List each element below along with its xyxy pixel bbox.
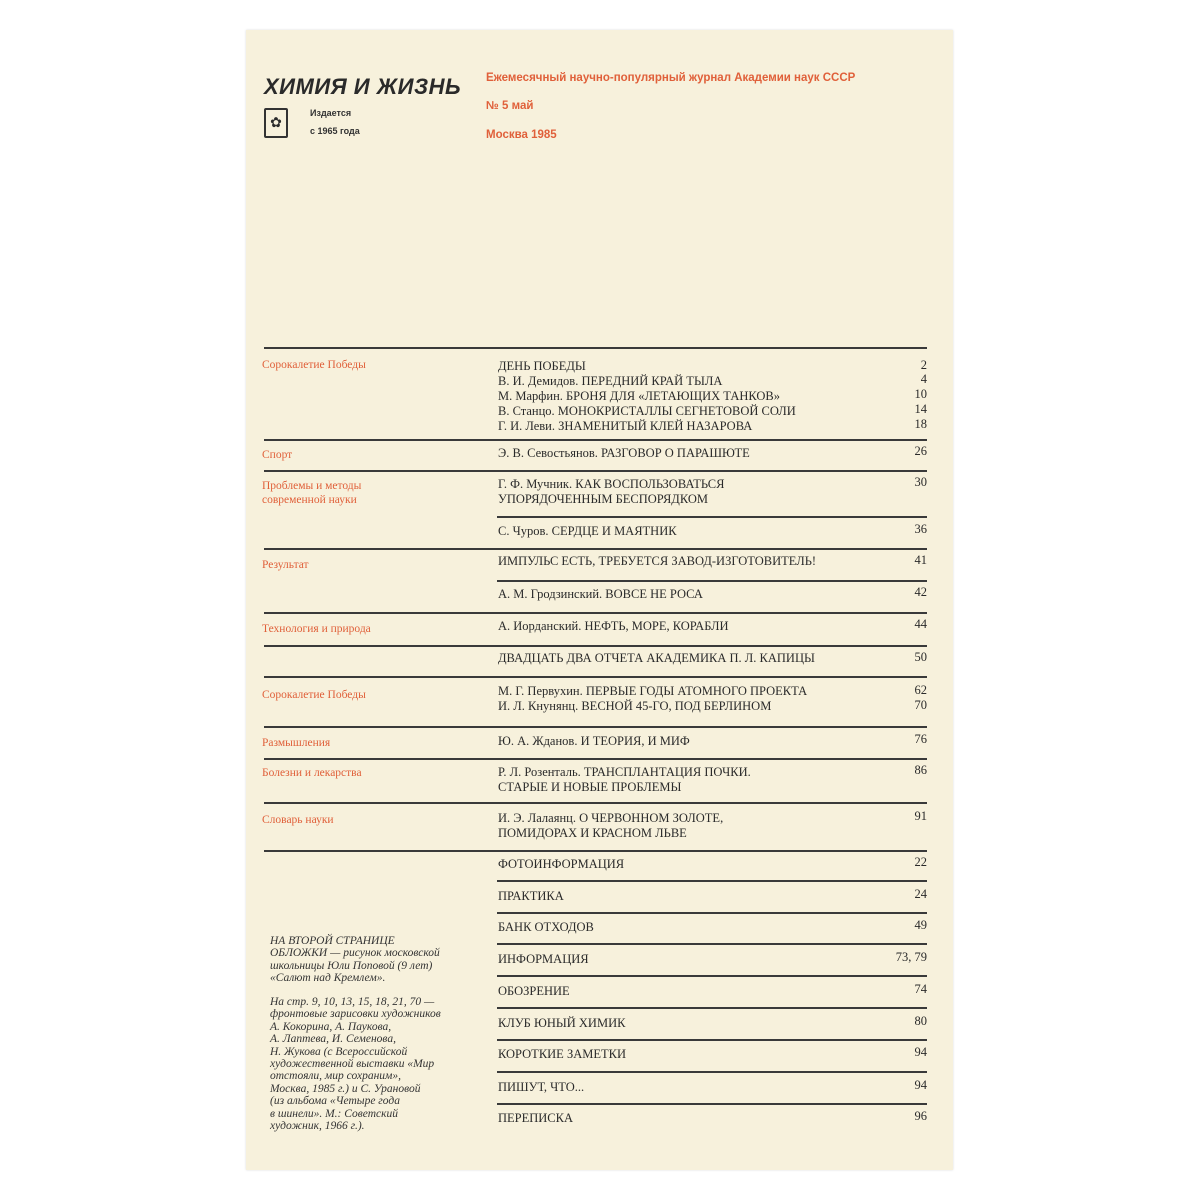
toc-entry: Э. В. Севостьянов. РАЗГОВОР О ПАРАШЮТЕ	[498, 446, 750, 460]
toc-page: 36	[914, 522, 927, 536]
toc-entry: М. Марфин. БРОНЯ ДЛЯ «ЛЕТАЮЩИХ ТАНКОВ»	[498, 389, 781, 403]
divider	[497, 580, 927, 582]
divider	[264, 726, 927, 728]
rubric-page: 73, 79	[895, 950, 927, 964]
note-line: (из альбома «Четыре года	[270, 1095, 400, 1108]
toc-page: 30	[914, 475, 927, 489]
toc-page: 76	[914, 732, 927, 746]
magazine-page	[246, 30, 953, 1170]
divider	[264, 850, 927, 852]
section-label: Сорокалетие Победы	[262, 359, 366, 371]
note-line: в шинели». М.: Советский	[270, 1107, 398, 1120]
toc-entry: ДЕНЬ ПОБЕДЫ	[498, 359, 586, 373]
divider	[497, 975, 927, 977]
journal-logo-icon: ✿	[264, 108, 288, 138]
toc-page: 4	[920, 372, 927, 386]
divider	[497, 516, 927, 518]
note-line: Москва, 1985 г.) и С. Урановой	[270, 1082, 421, 1095]
divider	[264, 470, 927, 472]
rubric-entry: БАНК ОТХОДОВ	[498, 920, 594, 934]
note-line: А. Кокорина, А. Паукова,	[270, 1020, 392, 1033]
divider	[264, 758, 927, 760]
toc-page: 44	[914, 617, 927, 631]
toc-page: 70	[914, 698, 927, 712]
note-line: фронтовые зарисовки художников	[270, 1008, 441, 1021]
divider	[264, 347, 927, 349]
toc-page: 10	[914, 387, 927, 401]
divider	[264, 645, 927, 647]
rubric-page: 94	[914, 1045, 927, 1059]
rubric-entry: ПИШУТ, ЧТО...	[498, 1080, 585, 1094]
toc-entry: В. И. Демидов. ПЕРЕДНИЙ КРАЙ ТЫЛА	[498, 374, 723, 388]
rubric-page: 22	[914, 855, 927, 869]
toc-page: 41	[914, 553, 927, 567]
toc-entry: А. Иорданский. НЕФТЬ, МОРЕ, КОРАБЛИ	[498, 619, 729, 633]
rubric-entry: ФОТОИНФОРМАЦИЯ	[498, 857, 625, 871]
note-line: художественной выставки «Мир	[270, 1058, 435, 1071]
rubric-entry: ОБОЗРЕНИЕ	[498, 984, 570, 998]
note-line: «Салют над Кремлем».	[270, 972, 386, 985]
rubric-page: 49	[914, 918, 927, 932]
divider	[497, 1103, 927, 1105]
toc-entry: ИМПУЛЬС ЕСТЬ, ТРЕБУЕТСЯ ЗАВОД-ИЗГОТОВИТЕЛЬ!	[498, 554, 817, 568]
note-line: НА ВТОРОЙ СТРАНИЦЕ	[270, 935, 395, 947]
rubric-entry: КОРОТКИЕ ЗАМЕТКИ	[498, 1047, 626, 1061]
note-line: художник, 1966 г.).	[270, 1120, 365, 1133]
divider	[497, 1071, 927, 1073]
rubric-entry: ИНФОРМАЦИЯ	[498, 952, 589, 966]
toc-page: 62	[914, 683, 927, 697]
toc-page: 2	[920, 358, 927, 372]
toc-page: 91	[914, 809, 927, 823]
divider	[264, 676, 927, 678]
toc-entry: И. Э. Лалаянц. О ЧЕРВОННОМ ЗОЛОТЕ,	[498, 811, 724, 825]
toc-entry: И. Л. Кнунянц. ВЕСНОЙ 45-ГО, ПОД БЕРЛИНОМ	[498, 699, 772, 713]
toc-page: 86	[914, 763, 927, 777]
divider	[497, 1039, 927, 1041]
note-line: школьницы Юли Поповой (9 лет)	[270, 959, 433, 972]
toc-page: 26	[914, 444, 927, 458]
section-label: Словарь науки	[262, 814, 334, 826]
divider	[497, 943, 927, 945]
toc-page: 18	[914, 417, 927, 431]
section-label: Спорт	[262, 449, 293, 461]
toc-entry: Ю. А. Жданов. И ТЕОРИЯ, И МИФ	[498, 734, 690, 748]
divider	[264, 612, 927, 614]
note-line: ОБЛОЖКИ — рисунок московской	[270, 947, 440, 960]
toc-entry: Р. Л. Розенталь. ТРАНСПЛАНТАЦИЯ ПОЧКИ.	[498, 765, 751, 779]
rubric-page: 24	[914, 887, 927, 901]
section-label: Технология и природа	[262, 623, 371, 635]
toc-page: 42	[914, 585, 927, 599]
rubric-page: 94	[914, 1078, 927, 1092]
toc-entry: СТАРЫЕ И НОВЫЕ ПРОБЛЕМЫ	[498, 780, 682, 794]
toc-entry: ПОМИДОРАХ И КРАСНОМ ЛЬВЕ	[498, 826, 687, 840]
divider	[264, 548, 927, 550]
issue-number: № 5 май	[486, 100, 534, 112]
rubric-entry: КЛУБ ЮНЫЙ ХИМИК	[498, 1016, 626, 1030]
rubric-entry: ПРАКТИКА	[498, 889, 564, 903]
credits-note	[270, 996, 480, 1132]
divider	[264, 802, 927, 804]
section-label: Сорокалетие Победы	[262, 689, 366, 701]
journal-subtitle: Ежемесячный научно-популярный журнал Академии наук СССР	[486, 72, 856, 84]
section-label: Размышления	[262, 737, 331, 749]
published-label: Издается	[310, 108, 352, 118]
toc-entry: М. Г. Первухин. ПЕРВЫЕ ГОДЫ АТОМНОГО ПРОЕКТА	[498, 684, 808, 698]
toc-entry: УПОРЯДОЧЕННЫМ БЕСПОРЯДКОМ	[498, 492, 709, 506]
rubric-page: 80	[914, 1014, 927, 1028]
magazine-title: ХИМИЯ И ЖИЗНЬ	[264, 74, 462, 99]
toc-page: 14	[914, 402, 927, 416]
divider	[497, 1007, 927, 1009]
note-line: На стр. 9, 10, 13, 15, 18, 21, 70 —	[270, 996, 435, 1008]
toc-entry: С. Чуров. СЕРДЦЕ И МАЯТНИК	[498, 524, 677, 538]
toc-entry: Г. Ф. Мучник. КАК ВОСПОЛЬЗОВАТЬСЯ	[498, 477, 725, 491]
toc-entry: ДВАДЦАТЬ ДВА ОТЧЕТА АКАДЕМИКА П. Л. КАПИЦЫ	[498, 651, 815, 665]
section-label: Болезни и лекарства	[262, 767, 362, 779]
toc-entry: В. Станцо. МОНОКРИСТАЛЛЫ СЕГНЕТОВОЙ СОЛИ	[498, 404, 796, 418]
divider	[264, 439, 927, 441]
toc-page: 50	[914, 650, 927, 664]
toc-entry: Г. И. Леви. ЗНАМЕНИТЫЙ КЛЕЙ НАЗАРОВА	[498, 419, 753, 433]
cover-note	[270, 935, 480, 985]
note-line: Н. Жукова (с Всероссийской	[270, 1045, 408, 1058]
divider	[497, 912, 927, 914]
divider	[497, 880, 927, 882]
section-label: Проблемы и методы современной науки	[262, 480, 362, 506]
rubric-page: 96	[914, 1109, 927, 1123]
city-year: Москва 1985	[486, 129, 557, 141]
rubric-entry: ПЕРЕПИСКА	[498, 1111, 574, 1125]
published-since: с 1965 года	[310, 126, 360, 136]
section-label: Результат	[262, 559, 309, 571]
toc-entry: А. М. Гродзинский. ВОВСЕ НЕ РОСА	[498, 587, 703, 601]
rubric-page: 74	[914, 982, 927, 996]
note-line: А. Лаптева, И. Семенова,	[270, 1033, 396, 1046]
note-line: отстояли, мир сохраним»,	[270, 1070, 401, 1083]
